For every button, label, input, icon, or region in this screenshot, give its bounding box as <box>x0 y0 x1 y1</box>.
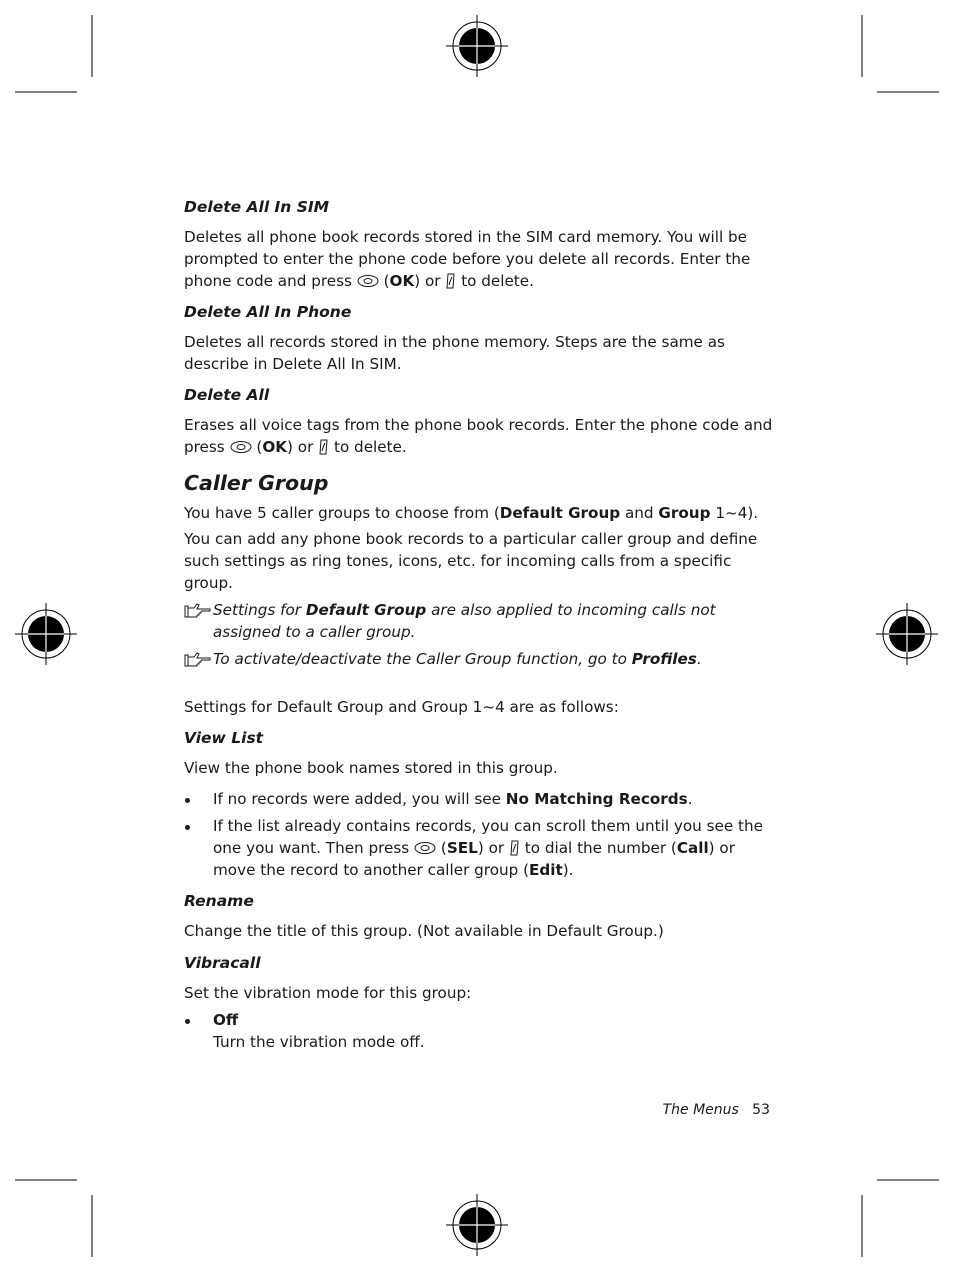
heading-delete-all-in-phone: Delete All In Phone <box>184 303 352 321</box>
registration-mark-icon <box>876 603 938 665</box>
page-number: 53 <box>752 1102 770 1118</box>
send-key-icon <box>318 439 329 455</box>
registration-mark-icon <box>15 603 77 665</box>
heading-view-list: View List <box>184 729 264 747</box>
registration-mark-icon <box>446 15 508 77</box>
list-item: If no records were added, you will see No Matching Records. <box>184 788 774 810</box>
list-item: Off Turn the vibration mode off. <box>184 1009 774 1053</box>
heading-rename: Rename <box>184 892 254 910</box>
heading-delete-all: Delete All <box>184 386 270 404</box>
pointing-hand-icon <box>184 651 213 667</box>
paragraph-settings-intro: Settings for Default Group and Group 1~4 are as follows: <box>184 698 619 716</box>
page-footer <box>640 1102 770 1118</box>
heading-delete-all-in-sim: Delete All In SIM <box>184 198 330 216</box>
paragraph-delete-all-in-sim: Deletes all phone book records stored in the SIM card memory. You will be prompted to enter the phone code before you delete all records. Enter the phone code and press (OK) or to delete. <box>184 228 751 290</box>
note-default-group: Settings for Default Group are also applied to incoming calls not assigned to a caller group. <box>184 599 774 643</box>
paragraph-caller-group-intro: You have 5 caller groups to choose from (Default Group and Group 1~4). <box>184 504 759 522</box>
heading-vibracall: Vibracall <box>184 954 261 972</box>
page-content <box>184 196 774 1058</box>
ok-key-icon <box>414 841 436 855</box>
send-key-icon <box>445 273 456 289</box>
paragraph-caller-group-desc: You can add any phone book records to a particular caller group and define such settings as ring tones, icons, etc. for incoming calls from a specific group. <box>184 530 758 592</box>
bullet-dot <box>185 1019 190 1024</box>
pointing-hand-icon <box>184 602 213 618</box>
bullet-dot <box>185 825 190 830</box>
paragraph-rename: Change the title of this group. (Not available in Default Group.) <box>184 922 664 940</box>
note-profiles: To activate/deactivate the Caller Group function, go to Profiles. <box>184 648 774 670</box>
footer-section-name: The Menus <box>662 1102 739 1118</box>
bullet-dot <box>185 798 190 803</box>
heading-caller-group: Caller Group <box>184 471 329 495</box>
paragraph-delete-all: Erases all voice tags from the phone book records. Enter the phone code and press (OK) or to delete. <box>184 416 773 456</box>
list-item: If the list already contains records, you can scroll them until you see the one you want. Then press (SEL) or to dial the number (Call) or move the record to another caller group (Edit). <box>184 815 774 881</box>
send-key-icon <box>509 840 520 856</box>
ok-key-icon <box>357 274 379 288</box>
paragraph-view-list: View the phone book names stored in this group. <box>184 759 558 777</box>
paragraph-vibracall: Set the vibration mode for this group: <box>184 984 472 1002</box>
registration-mark-icon <box>446 1194 508 1256</box>
paragraph-delete-all-in-phone: Deletes all records stored in the phone memory. Steps are the same as describe in Delete All In SIM. <box>184 333 725 373</box>
ok-key-icon <box>230 440 252 454</box>
